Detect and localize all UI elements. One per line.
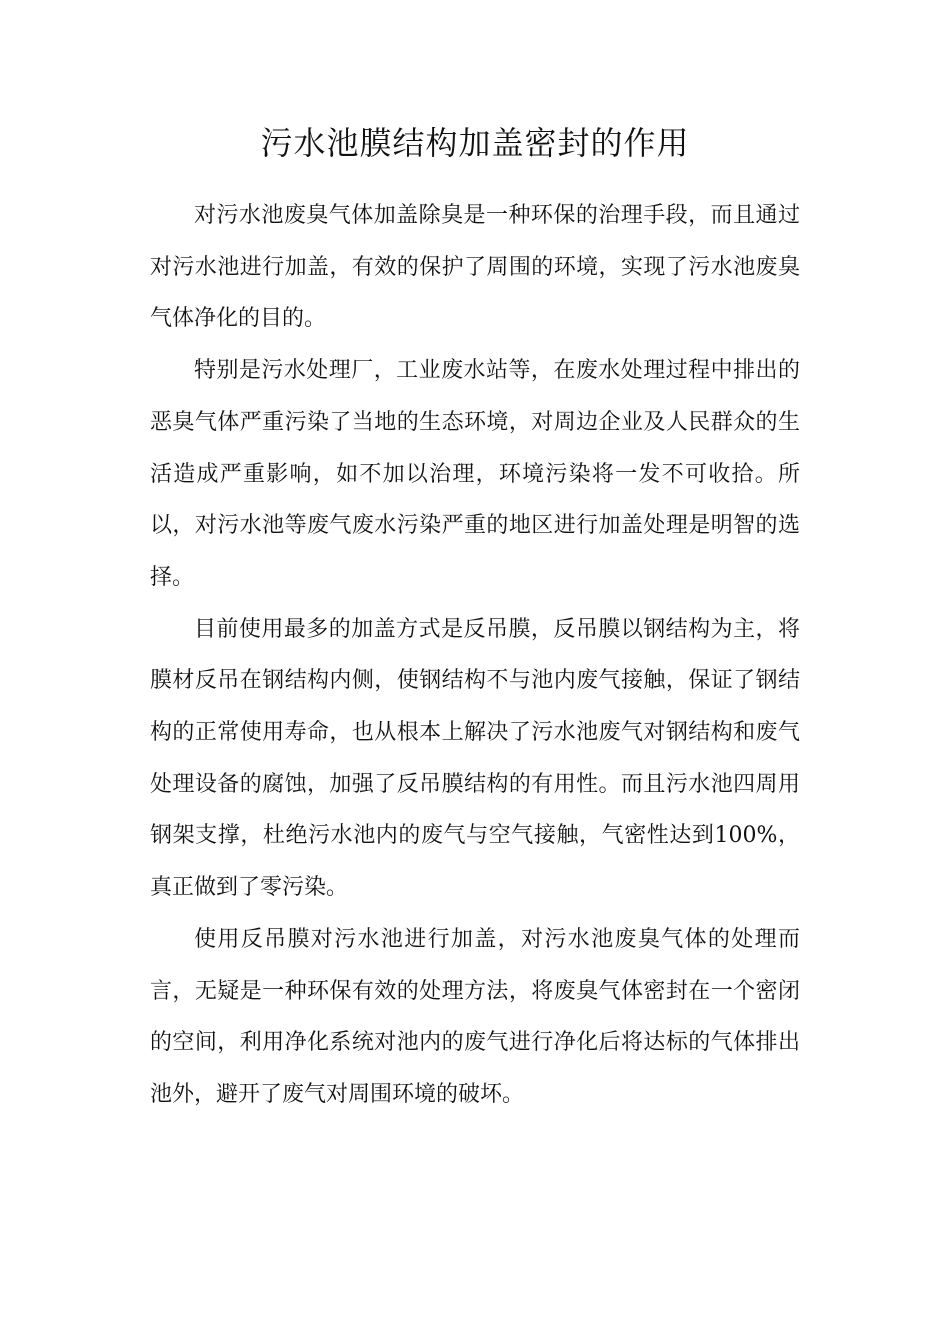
paragraph-3: 目前使用最多的加盖方式是反吊膜，反吊膜以钢结构为主，将膜材反吊在钢结构内侧，使钢结构不与池内废气接触，保证了钢结构的正常使用寿命，也从根本上解决了污水池废气对钢结构和废气处理设备的腐蚀，加强了反吊膜结构的有用性。而且污水池四周用钢架支撑，杜绝污水池内的废气与空气接触，气密性达到100%，真正做到了零污染。: [150, 616, 800, 901]
document-title: 污水池膜结构加盖密封的作用: [260, 124, 690, 162]
paragraph-2: 特别是污水处理厂，工业废水站等，在废水处理过程中排出的恶臭气体严重污染了当地的生态环境，对周边企业及人民群众的生活造成严重影响，如不加以治理，环境污染将一发不可收拾。所以，对污水池等废气废水污染严重的地区进行加盖处理是明智的选择。: [150, 358, 800, 590]
paragraph-4: 使用反吊膜对污水池进行加盖，对污水池废臭气体的处理而言，无疑是一种环保有效的处理方法，将废臭气体密封在一个密闭的空间，利用净化系统对池内的废气进行净化后将达标的气体排出池外，避开了废气对周围环境的破坏。: [150, 926, 800, 1107]
paragraph-1: 对污水池废臭气体加盖除臭是一种环保的治理手段，而且通过对污水池进行加盖，有效的保护了周围的环境，实现了污水池废臭气体净化的目的。: [150, 203, 800, 332]
document-body: [150, 190, 800, 1121]
